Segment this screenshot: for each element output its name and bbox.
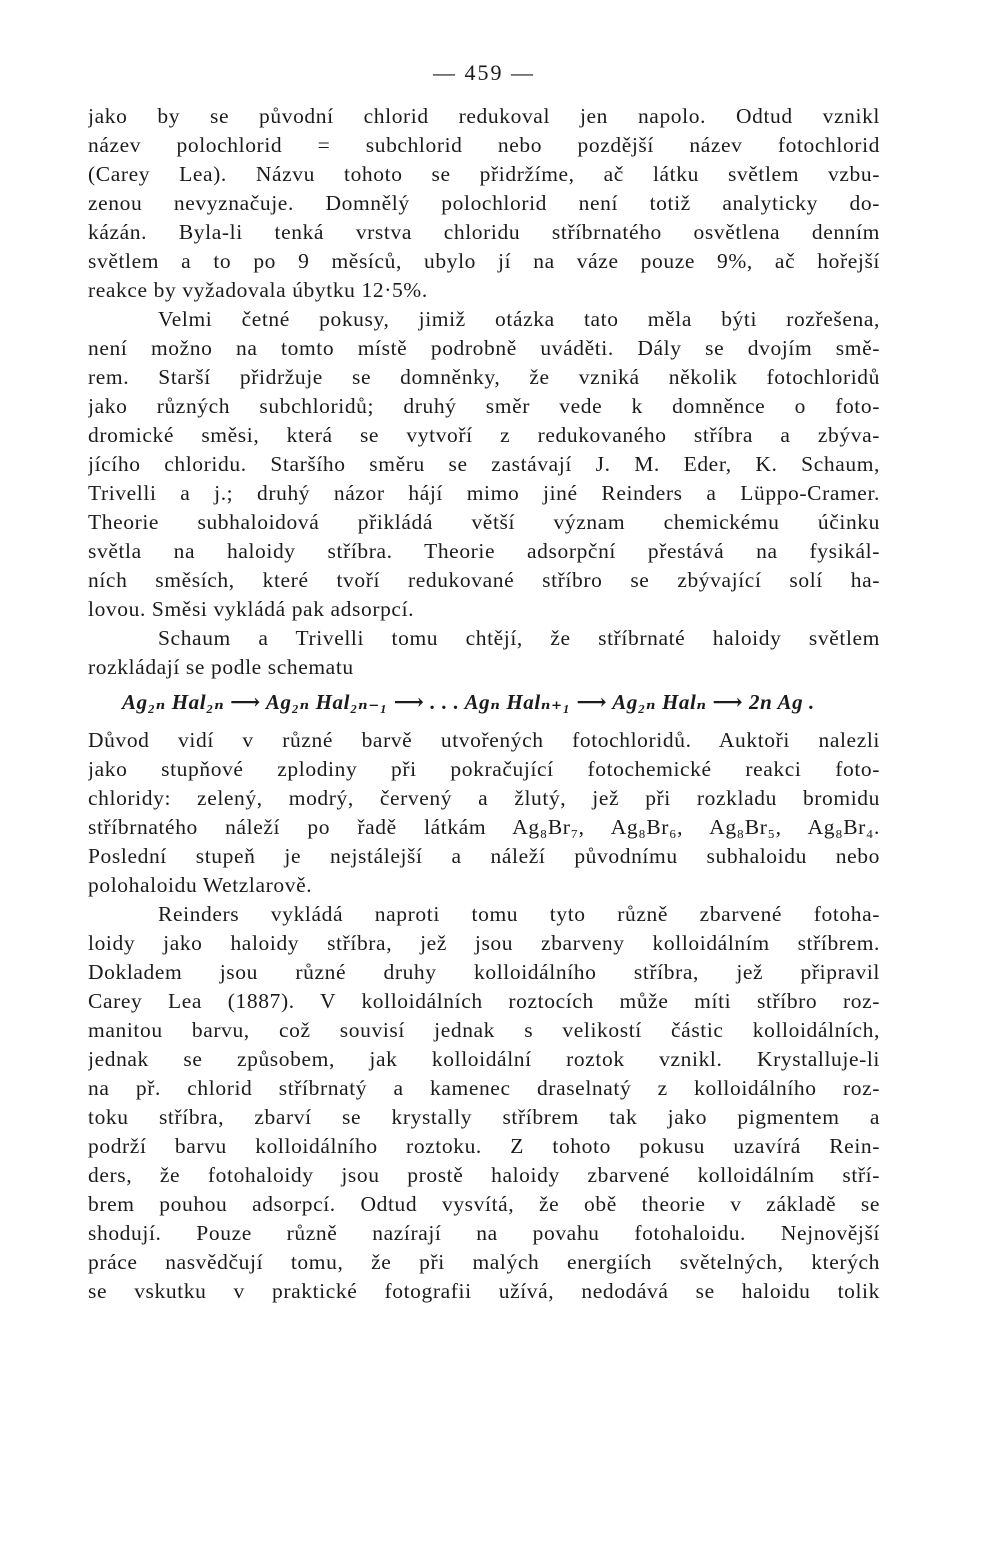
- paragraph-2: [88, 305, 880, 624]
- text-line: dromické směsi, která se vytvoří z redukovaného stříbra a zbýva-: [88, 423, 880, 447]
- text-line: není možno na tomto místě podrobně uváděti. Dály se dvojím smě-: [88, 336, 880, 360]
- text-line: práce nasvědčují tomu, že při malých energiích světelných, kterých: [88, 1250, 880, 1274]
- text-line: Schaum a Trivelli tomu chtějí, že stříbrnaté haloidy světlem: [158, 626, 880, 650]
- text-line: Carey Lea (1887). V kolloidálních roztocích může míti stříbro roz-: [88, 989, 880, 1013]
- text-line: ních směsích, které tvoří redukované stříbro se zbývající solí ha-: [88, 568, 880, 592]
- text-line: jednak se způsobem, jak kolloidální roztok vznikl. Krystalluje-li: [88, 1047, 880, 1071]
- reaction-formula: Ag₂ₙ Hal₂ₙ ⟶ Ag₂ₙ Hal₂ₙ₋₁ ⟶ . . . Agₙ Halₙ₊₁ ⟶ Ag₂ₙ Halₙ ⟶ 2n Ag .: [122, 690, 815, 714]
- text-line: podrží barvu kolloidálního roztoku. Z tohoto pokusu uzavírá Rein-: [88, 1134, 880, 1158]
- text-line: (Carey Lea). Názvu tohoto se přidržíme, ač látku světlem vzbu-: [88, 162, 880, 186]
- text-line: shodují. Pouze různě nazírají na povahu fotohaloidu. Nejnovější: [88, 1221, 880, 1245]
- text-line: světla na haloidy stříbra. Theorie adsorpční přestává na fysikál-: [88, 539, 880, 563]
- text-line: Velmi četné pokusy, jimiž otázka tato měla býti rozřešena,: [158, 307, 880, 331]
- text-line: jako stupňové zplodiny při pokračující fotochemické reakci foto-: [88, 757, 880, 781]
- text-line: lovou. Směsi vykládá pak adsorpcí.: [88, 597, 415, 621]
- paragraph-3: [88, 624, 880, 682]
- text-line: Reinders vykládá naproti tomu tyto různě zbarvené fotoha-: [158, 902, 880, 926]
- text-line: Dokladem jsou různé druhy kolloidálního stříbra, jež připravil: [88, 960, 880, 984]
- text-line: název polochlorid = subchlorid nebo pozdější název fotochlorid: [88, 133, 880, 157]
- text-line: chloridy: zelený, modrý, červený a žlutý, jež při rozkladu bromidu: [88, 786, 880, 810]
- text-line: Theorie subhaloidová přikládá větší význam chemickému účinku: [88, 510, 880, 534]
- text-line: rem. Starší přidržuje se domněnky, že vzniká několik fotochloridů: [88, 365, 880, 389]
- text-line: toku stříbra, zbarví se krystally stříbrem tak jako pigmentem a: [88, 1105, 880, 1129]
- text-line: kázán. Byla-li tenká vrstva chloridu stříbrnatého osvětlena denním: [88, 220, 880, 244]
- text-line: na př. chlorid stříbrnatý a kamenec draselnatý z kolloidálního roz-: [88, 1076, 880, 1100]
- text-line: reakce by vyžadovala úbytku 12·5%.: [88, 278, 428, 302]
- text-line: Trivelli a j.; druhý názor hájí mimo jiné Reinders a Lüppo-Cramer.: [88, 481, 880, 505]
- text-line: jako různých subchloridů; druhý směr vede k domněnce o foto-: [88, 394, 880, 418]
- text-line: brem pouhou adsorpcí. Odtud vysvítá, že obě theorie v základě se: [88, 1192, 880, 1216]
- paragraph-5: [88, 900, 880, 1306]
- text-line: světlem a to po 9 měsíců, ubylo jí na váze pouze 9%, ač hořejší: [88, 249, 880, 273]
- text-line: Důvod vidí v různé barvě utvořených fotochloridů. Auktoři nalezli: [88, 728, 880, 752]
- text-line: stříbrnatého náleží po řadě látkám Ag₈Br₇, Ag₈Br₆, Ag₈Br₅, Ag₈Br₄.: [88, 815, 880, 839]
- text-line: jako by se původní chlorid redukoval jen napolo. Odtud vznikl: [88, 104, 880, 128]
- text-line: ders, že fotohaloidy jsou prostě haloidy zbarvené kolloidálním stří-: [88, 1163, 880, 1187]
- page-number: — 459 —: [433, 60, 535, 85]
- paragraph-4: [88, 726, 880, 900]
- page: [88, 58, 880, 1306]
- text-line: zenou nevyznačuje. Domnělý polochlorid není totiž analyticky do-: [88, 191, 880, 215]
- text-line: se vskutku v praktické fotografii užívá, nedodává se haloidu tolik: [88, 1279, 880, 1303]
- text-line: polohaloidu Wetzlarově.: [88, 873, 313, 897]
- text-line: jícího chloridu. Staršího směru se zastávají J. M. Eder, K. Schaum,: [88, 452, 880, 476]
- paragraph-1: [88, 102, 880, 305]
- text-line: Poslední stupeň je nejstálejší a náleží původnímu subhaloidu nebo: [88, 844, 880, 868]
- text-line: loidy jako haloidy stříbra, jež jsou zbarveny kolloidálním stříbrem.: [88, 931, 880, 955]
- text-line: manitou barvu, což souvisí jednak s velikostí částic kolloidálních,: [88, 1018, 880, 1042]
- text-line: rozkládají se podle schematu: [88, 655, 354, 679]
